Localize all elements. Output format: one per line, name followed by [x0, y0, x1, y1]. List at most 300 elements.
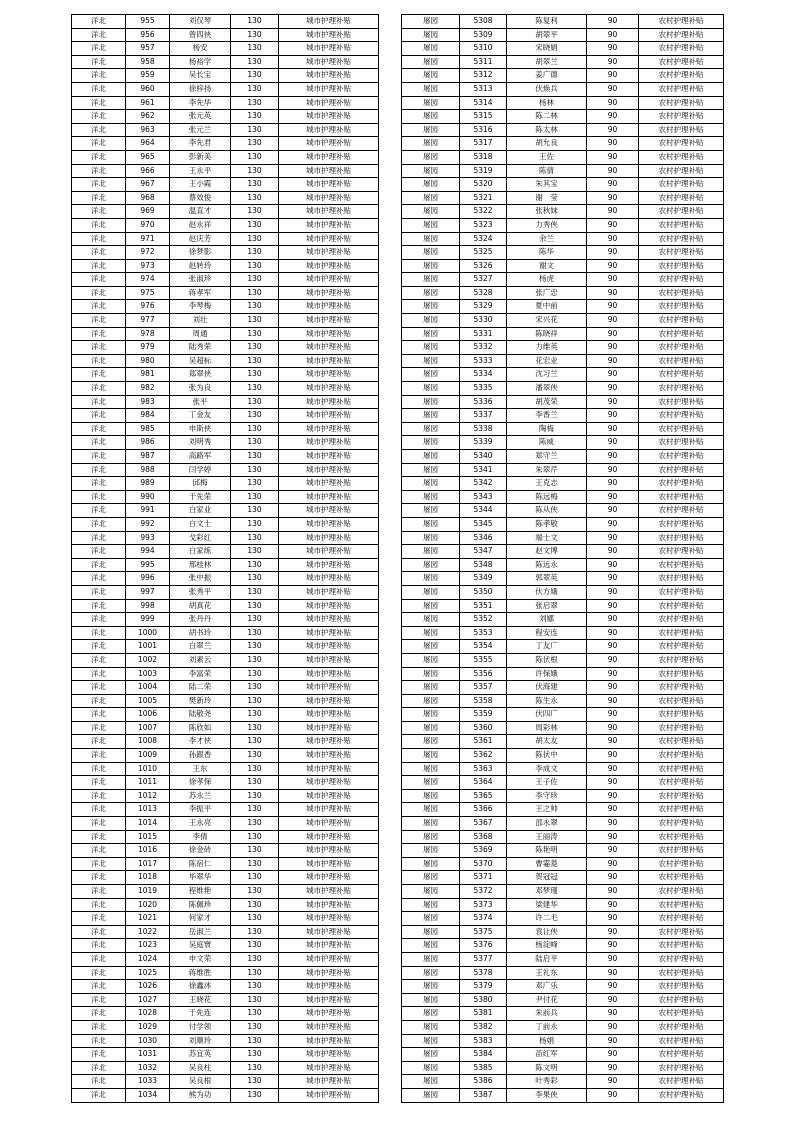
- name-cell: 张中振: [170, 572, 231, 586]
- area-cell: 屠园: [402, 1020, 460, 1034]
- number-cell: 5344: [460, 504, 507, 518]
- number-cell: 1026: [126, 980, 170, 994]
- amount-cell: 90: [587, 1048, 639, 1062]
- table-row: [402, 694, 724, 708]
- name-cell: 力秀侠: [507, 218, 587, 232]
- table-row: [72, 218, 379, 232]
- table-row: [72, 830, 379, 844]
- amount-cell: 130: [231, 830, 279, 844]
- area-cell: 洋北: [72, 708, 126, 722]
- name-cell: 王东: [170, 762, 231, 776]
- subsidy-type-cell: 农村护理补贴: [639, 354, 724, 368]
- table-row: [402, 626, 724, 640]
- name-cell: 吴良根: [170, 1075, 231, 1089]
- subsidy-type-cell: 农村护理补贴: [639, 477, 724, 491]
- table-row: [72, 585, 379, 599]
- table-row: [72, 150, 379, 164]
- amount-cell: 90: [587, 463, 639, 477]
- amount-cell: 90: [587, 980, 639, 994]
- subsidy-type-cell: 农村护理补贴: [639, 558, 724, 572]
- name-cell: 陈二林: [507, 110, 587, 124]
- number-cell: 1002: [126, 653, 170, 667]
- table-row: [72, 191, 379, 205]
- name-cell: 李倩: [170, 830, 231, 844]
- name-cell: 曹霎菱: [507, 857, 587, 871]
- amount-cell: 130: [231, 164, 279, 178]
- area-cell: 屠园: [402, 314, 460, 328]
- number-cell: 995: [126, 558, 170, 572]
- area-cell: 洋北: [72, 735, 126, 749]
- subsidy-type-cell: 农村护理补贴: [639, 762, 724, 776]
- area-cell: 洋北: [72, 966, 126, 980]
- amount-cell: 130: [231, 232, 279, 246]
- table-row: [72, 15, 379, 29]
- name-cell: 朱其宝: [507, 178, 587, 192]
- subsidy-type-cell: 农村护理补贴: [639, 490, 724, 504]
- name-cell: 贺冠冠: [507, 871, 587, 885]
- amount-cell: 90: [587, 517, 639, 531]
- subsidy-type-cell: 城市护理补贴: [279, 667, 379, 681]
- amount-cell: 130: [231, 504, 279, 518]
- area-cell: 屠园: [402, 572, 460, 586]
- amount-cell: 90: [587, 477, 639, 491]
- table-row: [72, 653, 379, 667]
- area-cell: 洋北: [72, 55, 126, 69]
- amount-cell: 130: [231, 844, 279, 858]
- area-cell: 洋北: [72, 871, 126, 885]
- subsidy-type-cell: 城市护理补贴: [279, 952, 379, 966]
- amount-cell: 130: [231, 123, 279, 137]
- area-cell: 屠园: [402, 1048, 460, 1062]
- subsidy-type-cell: 农村护理补贴: [639, 939, 724, 953]
- name-cell: 李成文: [507, 762, 587, 776]
- amount-cell: 130: [231, 477, 279, 491]
- number-cell: 5337: [460, 409, 507, 423]
- number-cell: 5338: [460, 422, 507, 436]
- table-row: [72, 436, 379, 450]
- name-cell: 胡真花: [170, 599, 231, 613]
- table-row: [72, 42, 379, 56]
- number-cell: 1034: [126, 1088, 170, 1102]
- subsidy-type-cell: 农村护理补贴: [639, 545, 724, 559]
- name-cell: 伏方娥: [507, 585, 587, 599]
- number-cell: 1010: [126, 762, 170, 776]
- name-cell: 胡太友: [507, 735, 587, 749]
- number-cell: 5333: [460, 354, 507, 368]
- table-row: [72, 925, 379, 939]
- number-cell: 1021: [126, 912, 170, 926]
- area-cell: 洋北: [72, 327, 126, 341]
- number-cell: 5310: [460, 42, 507, 56]
- table-row: [402, 857, 724, 871]
- number-cell: 5323: [460, 218, 507, 232]
- subsidy-type-cell: 城市护理补贴: [279, 626, 379, 640]
- table-row: [402, 803, 724, 817]
- number-cell: 982: [126, 382, 170, 396]
- number-cell: 1013: [126, 803, 170, 817]
- table-row: [72, 259, 379, 273]
- name-cell: 于先荣: [170, 490, 231, 504]
- subsidy-type-cell: 城市护理补贴: [279, 259, 379, 273]
- table-row: [72, 721, 379, 735]
- area-cell: 屠园: [402, 857, 460, 871]
- subsidy-type-cell: 农村护理补贴: [639, 327, 724, 341]
- subsidy-type-cell: 农村护理补贴: [639, 164, 724, 178]
- amount-cell: 90: [587, 681, 639, 695]
- table-row: [72, 395, 379, 409]
- subsidy-type-cell: 城市护理补贴: [279, 558, 379, 572]
- table-row: [72, 69, 379, 83]
- amount-cell: 90: [587, 613, 639, 627]
- amount-cell: 130: [231, 436, 279, 450]
- area-cell: 洋北: [72, 830, 126, 844]
- subsidy-type-cell: 农村护理补贴: [639, 830, 724, 844]
- subsidy-type-cell: 农村护理补贴: [639, 300, 724, 314]
- subsidy-type-cell: 城市护理补贴: [279, 395, 379, 409]
- area-cell: 洋北: [72, 1075, 126, 1089]
- amount-cell: 130: [231, 789, 279, 803]
- area-cell: 屠园: [402, 273, 460, 287]
- subsidy-type-cell: 城市护理补贴: [279, 69, 379, 83]
- table-row: [402, 925, 724, 939]
- amount-cell: 90: [587, 191, 639, 205]
- table-row: [402, 69, 724, 83]
- table-row: [72, 382, 379, 396]
- amount-cell: 90: [587, 55, 639, 69]
- table-row: [402, 762, 724, 776]
- subsidy-type-cell: 城市护理补贴: [279, 490, 379, 504]
- amount-cell: 130: [231, 762, 279, 776]
- number-cell: 1009: [126, 749, 170, 763]
- number-cell: 1014: [126, 817, 170, 831]
- area-cell: 洋北: [72, 300, 126, 314]
- subsidy-type-cell: 城市护理补贴: [279, 96, 379, 110]
- subsidy-type-cell: 农村护理补贴: [639, 42, 724, 56]
- area-cell: 洋北: [72, 110, 126, 124]
- subsidy-type-cell: 农村护理补贴: [639, 341, 724, 355]
- area-cell: 洋北: [72, 803, 126, 817]
- area-cell: 屠园: [402, 912, 460, 926]
- number-cell: 5341: [460, 463, 507, 477]
- amount-cell: 130: [231, 205, 279, 219]
- name-cell: 张秀平: [170, 585, 231, 599]
- area-cell: 洋北: [72, 450, 126, 464]
- amount-cell: 90: [587, 749, 639, 763]
- name-cell: 李振平: [170, 803, 231, 817]
- table-row: [402, 939, 724, 953]
- table-row: [402, 55, 724, 69]
- amount-cell: 130: [231, 286, 279, 300]
- subsidy-type-cell: 农村护理补贴: [639, 436, 724, 450]
- amount-cell: 130: [231, 300, 279, 314]
- number-cell: 5340: [460, 450, 507, 464]
- table-row: [402, 1088, 724, 1102]
- amount-cell: 90: [587, 667, 639, 681]
- table-row: [72, 422, 379, 436]
- subsidy-type-cell: 城市护理补贴: [279, 817, 379, 831]
- name-cell: 杨娟: [507, 1034, 587, 1048]
- number-cell: 996: [126, 572, 170, 586]
- number-cell: 1012: [126, 789, 170, 803]
- number-cell: 5369: [460, 844, 507, 858]
- number-cell: 1028: [126, 1007, 170, 1021]
- name-cell: 陈威: [507, 436, 587, 450]
- number-cell: 1005: [126, 694, 170, 708]
- number-cell: 5332: [460, 341, 507, 355]
- amount-cell: 130: [231, 708, 279, 722]
- amount-cell: 130: [231, 42, 279, 56]
- name-cell: 杨淀峰: [507, 939, 587, 953]
- subsidy-type-cell: 农村护理补贴: [639, 898, 724, 912]
- number-cell: 5312: [460, 69, 507, 83]
- table-row: [72, 545, 379, 559]
- number-cell: 956: [126, 28, 170, 42]
- number-cell: 964: [126, 137, 170, 151]
- number-cell: 5361: [460, 735, 507, 749]
- amount-cell: 90: [587, 1020, 639, 1034]
- subsidy-type-cell: 城市护理补贴: [279, 776, 379, 790]
- amount-cell: 90: [587, 314, 639, 328]
- amount-cell: 130: [231, 735, 279, 749]
- subsidy-type-cell: 农村护理补贴: [639, 789, 724, 803]
- number-cell: 1031: [126, 1048, 170, 1062]
- amount-cell: 90: [587, 640, 639, 654]
- area-cell: 洋北: [72, 341, 126, 355]
- subsidy-type-cell: 农村护理补贴: [639, 205, 724, 219]
- area-cell: 屠园: [402, 871, 460, 885]
- name-cell: 苗红军: [507, 1048, 587, 1062]
- number-cell: 967: [126, 178, 170, 192]
- number-cell: 5384: [460, 1048, 507, 1062]
- name-cell: 吴庭寰: [170, 939, 231, 953]
- name-cell: 陈倩: [507, 164, 587, 178]
- area-cell: 屠园: [402, 1088, 460, 1102]
- number-cell: 1001: [126, 640, 170, 654]
- area-cell: 洋北: [72, 490, 126, 504]
- name-cell: 温直才: [170, 205, 231, 219]
- number-cell: 5380: [460, 993, 507, 1007]
- table-row: [402, 830, 724, 844]
- number-cell: 5360: [460, 721, 507, 735]
- table-row: [402, 640, 724, 654]
- table-row: [402, 490, 724, 504]
- number-cell: 5308: [460, 15, 507, 29]
- amount-cell: 130: [231, 939, 279, 953]
- area-cell: 屠园: [402, 667, 460, 681]
- table-row: [72, 327, 379, 341]
- table-row: [72, 531, 379, 545]
- subsidy-type-cell: 农村护理补贴: [639, 232, 724, 246]
- table-row: [402, 232, 724, 246]
- area-cell: 洋北: [72, 42, 126, 56]
- area-cell: 洋北: [72, 422, 126, 436]
- number-cell: 5366: [460, 803, 507, 817]
- table-row: [72, 667, 379, 681]
- subsidy-type-cell: 农村护理补贴: [639, 966, 724, 980]
- table-row: [402, 1075, 724, 1089]
- name-cell: 潘翠侠: [507, 382, 587, 396]
- area-cell: 屠园: [402, 150, 460, 164]
- area-cell: 屠园: [402, 259, 460, 273]
- subsidy-type-cell: 城市护理补贴: [279, 463, 379, 477]
- subsidy-type-cell: 农村护理补贴: [639, 640, 724, 654]
- name-cell: 尹付花: [507, 993, 587, 1007]
- name-cell: 沈习兰: [507, 368, 587, 382]
- subsidy-type-cell: 城市护理补贴: [279, 110, 379, 124]
- subsidy-type-cell: 农村护理补贴: [639, 15, 724, 29]
- area-cell: 洋北: [72, 477, 126, 491]
- number-cell: 5376: [460, 939, 507, 953]
- number-cell: 5382: [460, 1020, 507, 1034]
- amount-cell: 130: [231, 585, 279, 599]
- name-cell: 陆敬尧: [170, 708, 231, 722]
- subsidy-type-cell: 农村护理补贴: [639, 626, 724, 640]
- number-cell: 978: [126, 327, 170, 341]
- amount-cell: 90: [587, 721, 639, 735]
- amount-cell: 90: [587, 898, 639, 912]
- table-row: [72, 477, 379, 491]
- name-cell: 胡翠平: [507, 28, 587, 42]
- amount-cell: 90: [587, 531, 639, 545]
- subsidy-type-cell: 城市护理补贴: [279, 82, 379, 96]
- amount-cell: 130: [231, 341, 279, 355]
- name-cell: 王克志: [507, 477, 587, 491]
- amount-cell: 90: [587, 653, 639, 667]
- area-cell: 洋北: [72, 585, 126, 599]
- name-cell: 张秋妹: [507, 205, 587, 219]
- subsidy-type-cell: 农村护理补贴: [639, 82, 724, 96]
- table-row: [402, 286, 724, 300]
- area-cell: 洋北: [72, 980, 126, 994]
- table-row: [72, 993, 379, 1007]
- name-cell: 夏中前: [507, 300, 587, 314]
- subsidy-type-cell: 城市护理补贴: [279, 803, 379, 817]
- name-cell: 于先连: [170, 1007, 231, 1021]
- table-row: [402, 952, 724, 966]
- left-table: [71, 14, 379, 1103]
- subsidy-type-cell: 农村护理补贴: [639, 694, 724, 708]
- name-cell: 毕翠华: [170, 871, 231, 885]
- area-cell: 洋北: [72, 653, 126, 667]
- table-row: [402, 653, 724, 667]
- area-cell: 屠园: [402, 327, 460, 341]
- table-row: [72, 1034, 379, 1048]
- area-cell: 屠园: [402, 613, 460, 627]
- name-cell: 吴长宝: [170, 69, 231, 83]
- subsidy-type-cell: 农村护理补贴: [639, 735, 724, 749]
- subsidy-type-cell: 城市护理补贴: [279, 504, 379, 518]
- subsidy-type-cell: 农村护理补贴: [639, 980, 724, 994]
- area-cell: 洋北: [72, 776, 126, 790]
- area-cell: 屠园: [402, 96, 460, 110]
- number-cell: 5378: [460, 966, 507, 980]
- name-cell: 李香兰: [507, 409, 587, 423]
- name-cell: 徐孝保: [170, 776, 231, 790]
- area-cell: 屠园: [402, 925, 460, 939]
- name-cell: 陈从侠: [507, 504, 587, 518]
- area-cell: 屠园: [402, 817, 460, 831]
- amount-cell: 130: [231, 599, 279, 613]
- number-cell: 988: [126, 463, 170, 477]
- subsidy-type-cell: 农村护理补贴: [639, 993, 724, 1007]
- area-cell: 屠园: [402, 721, 460, 735]
- table-row: [402, 354, 724, 368]
- amount-cell: 130: [231, 531, 279, 545]
- number-cell: 992: [126, 517, 170, 531]
- table-row: [402, 1048, 724, 1062]
- name-cell: 张元英: [170, 110, 231, 124]
- area-cell: 屠园: [402, 749, 460, 763]
- area-cell: 屠园: [402, 681, 460, 695]
- number-cell: 5326: [460, 259, 507, 273]
- area-cell: 洋北: [72, 123, 126, 137]
- table-row: [402, 667, 724, 681]
- subsidy-type-cell: 城市护理补贴: [279, 708, 379, 722]
- subsidy-type-cell: 农村护理补贴: [639, 178, 724, 192]
- amount-cell: 90: [587, 708, 639, 722]
- name-cell: 白文士: [170, 517, 231, 531]
- name-cell: 陈远梅: [507, 490, 587, 504]
- area-cell: 洋北: [72, 694, 126, 708]
- number-cell: 998: [126, 599, 170, 613]
- area-cell: 屠园: [402, 708, 460, 722]
- area-cell: 屠园: [402, 82, 460, 96]
- name-cell: 杨虎: [507, 273, 587, 287]
- subsidy-type-cell: 农村护理补贴: [639, 1048, 724, 1062]
- amount-cell: 90: [587, 150, 639, 164]
- subsidy-type-cell: 农村护理补贴: [639, 504, 724, 518]
- amount-cell: 90: [587, 817, 639, 831]
- table-row: [72, 803, 379, 817]
- name-cell: 蒋孝军: [170, 286, 231, 300]
- amount-cell: 90: [587, 803, 639, 817]
- subsidy-type-cell: 城市护理补贴: [279, 15, 379, 29]
- number-cell: 5359: [460, 708, 507, 722]
- name-cell: 熊为功: [170, 1088, 231, 1102]
- area-cell: 屠园: [402, 640, 460, 654]
- table-row: [402, 708, 724, 722]
- table-row: [402, 205, 724, 219]
- subsidy-type-cell: 城市护理补贴: [279, 599, 379, 613]
- amount-cell: 90: [587, 694, 639, 708]
- amount-cell: 90: [587, 273, 639, 287]
- amount-cell: 130: [231, 246, 279, 260]
- number-cell: 5372: [460, 885, 507, 899]
- number-cell: 991: [126, 504, 170, 518]
- area-cell: 洋北: [72, 925, 126, 939]
- name-cell: 王之帅: [507, 803, 587, 817]
- subsidy-type-cell: 农村护理补贴: [639, 110, 724, 124]
- subsidy-type-cell: 城市护理补贴: [279, 694, 379, 708]
- table-row: [402, 110, 724, 124]
- amount-cell: 90: [587, 450, 639, 464]
- name-cell: 杨林: [507, 96, 587, 110]
- number-cell: 5371: [460, 871, 507, 885]
- number-cell: 5350: [460, 585, 507, 599]
- name-cell: 谢文: [507, 259, 587, 273]
- subsidy-type-cell: 城市护理补贴: [279, 1034, 379, 1048]
- subsidy-type-cell: 城市护理补贴: [279, 232, 379, 246]
- number-cell: 979: [126, 341, 170, 355]
- subsidy-type-cell: 城市护理补贴: [279, 517, 379, 531]
- name-cell: 李才侠: [170, 735, 231, 749]
- amount-cell: 90: [587, 137, 639, 151]
- table-row: [72, 939, 379, 953]
- name-cell: 吴超标: [170, 354, 231, 368]
- number-cell: 5316: [460, 123, 507, 137]
- table-row: [72, 300, 379, 314]
- subsidy-type-cell: 农村护理补贴: [639, 382, 724, 396]
